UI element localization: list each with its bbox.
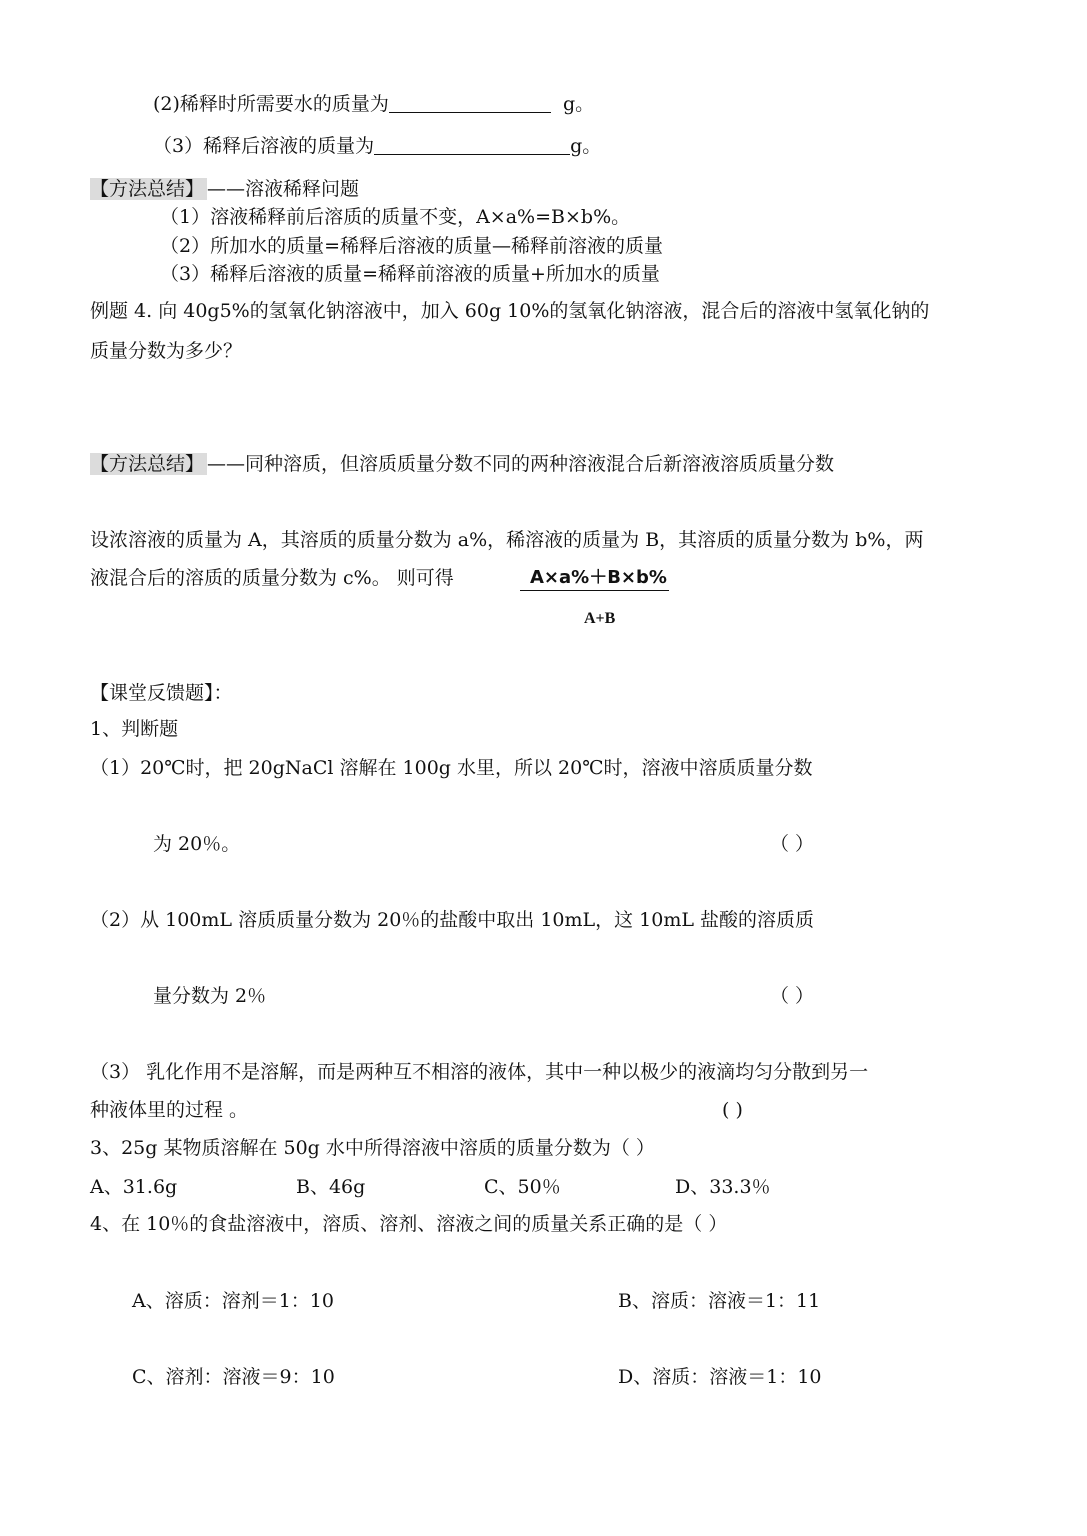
- formula-numerator: A×a%＋B×b%: [520, 566, 669, 591]
- question-4-option-b[interactable]: B、溶质：溶液＝1：11: [618, 1290, 821, 1312]
- method-summary-2-heading: [90, 451, 834, 477]
- question-4-option-a[interactable]: A、溶质：溶剂＝1：10: [132, 1290, 334, 1312]
- method-summary-title: ——同种溶质，但溶质质量分数不同的两种溶液混合后新溶液溶质质量分数: [207, 453, 835, 475]
- question-4-stem: 4、在 10％的食盐溶液中，溶质、溶剂、溶液之间的质量关系正确的是（ ）: [90, 1213, 728, 1235]
- dilution-question-3-text: （3）稀释后溶液的质量为: [153, 135, 375, 157]
- dilution-question-3: [153, 133, 601, 159]
- question-3-option-d[interactable]: D、33.3％: [675, 1176, 771, 1198]
- section-judgement: 1、判断题: [90, 718, 179, 740]
- judgement-2-line-1: （2）从 100mL 溶质质量分数为 20％的盐酸中取出 10mL，这 10mL 盐酸的溶质质: [90, 909, 815, 931]
- unit-label: g。: [563, 93, 595, 115]
- dilution-question-2-text: (2)稀释时所需要水的质量为: [153, 93, 389, 115]
- question-4-option-c[interactable]: C、溶剂：溶液＝9：10: [132, 1366, 335, 1388]
- method-rule: （3）稀释后溶液的质量=稀释前溶液的质量+所加水的质量: [160, 263, 660, 285]
- answer-parentheses[interactable]: ( ): [722, 1099, 743, 1121]
- unit-label: g。: [570, 135, 602, 157]
- method-summary-label: 【方法总结】: [90, 453, 207, 475]
- feedback-heading: 【课堂反馈题】：: [90, 682, 233, 704]
- mixing-description-line-2: 液混合后的溶质的质量分数为 c%。 则可得: [90, 567, 454, 589]
- answer-parentheses[interactable]: （ ）: [770, 985, 815, 1007]
- dilution-question-2: [153, 91, 594, 117]
- judgement-2-line-2: 量分数为 2％: [153, 985, 267, 1007]
- method-rule: （2）所加水的质量=稀释后溶液的质量—稀释前溶液的质量: [160, 235, 664, 257]
- judgement-1-line-1: （1）20℃时，把 20gNaCl 溶解在 100g 水里，所以 20℃时，溶液中溶质质量分数: [90, 757, 813, 779]
- method-rule: （1）溶液稀释前后溶质的质量不变，A×a%=B×b%。: [160, 206, 631, 228]
- answer-blank[interactable]: [389, 92, 551, 113]
- example-4-line-1: 例题 4. 向 40g5%的氢氧化钠溶液中，加入 60g 10%的氢氧化钠溶液，混合后的溶液中氢氧化钠的: [90, 300, 930, 322]
- judgement-3-line-1: （3） 乳化作用不是溶解，而是两种互不相溶的液体，其中一种以极少的液滴均匀分散到另一: [90, 1061, 869, 1083]
- judgement-3-line-2: 种液体里的过程 。: [90, 1099, 249, 1121]
- mixing-description-line-1: 设浓溶液的质量为 A，其溶质的质量分数为 a%，稀溶液的质量为 B，其溶质的质量分数为 b%，两: [90, 529, 924, 551]
- answer-blank[interactable]: [374, 134, 570, 155]
- formula-denominator: A+B: [584, 610, 616, 627]
- method-summary-title: ——溶液稀释问题: [207, 178, 360, 200]
- method-summary-heading: [90, 176, 359, 202]
- example-4-line-2: 质量分数为多少？: [90, 340, 243, 362]
- method-summary-label: 【方法总结】: [90, 178, 207, 200]
- question-3-option-c[interactable]: C、50％: [484, 1176, 561, 1198]
- answer-parentheses[interactable]: （ ）: [770, 833, 815, 855]
- judgement-1-line-2: 为 20％。: [153, 833, 241, 855]
- question-3-option-a[interactable]: A、31.6g: [90, 1176, 178, 1198]
- question-4-option-d[interactable]: D、溶质：溶液＝1：10: [618, 1366, 822, 1388]
- question-3-option-b[interactable]: B、46g: [296, 1176, 366, 1198]
- question-3-stem: 3、25g 某物质溶解在 50g 水中所得溶液中溶质的质量分数为（ ）: [90, 1137, 655, 1159]
